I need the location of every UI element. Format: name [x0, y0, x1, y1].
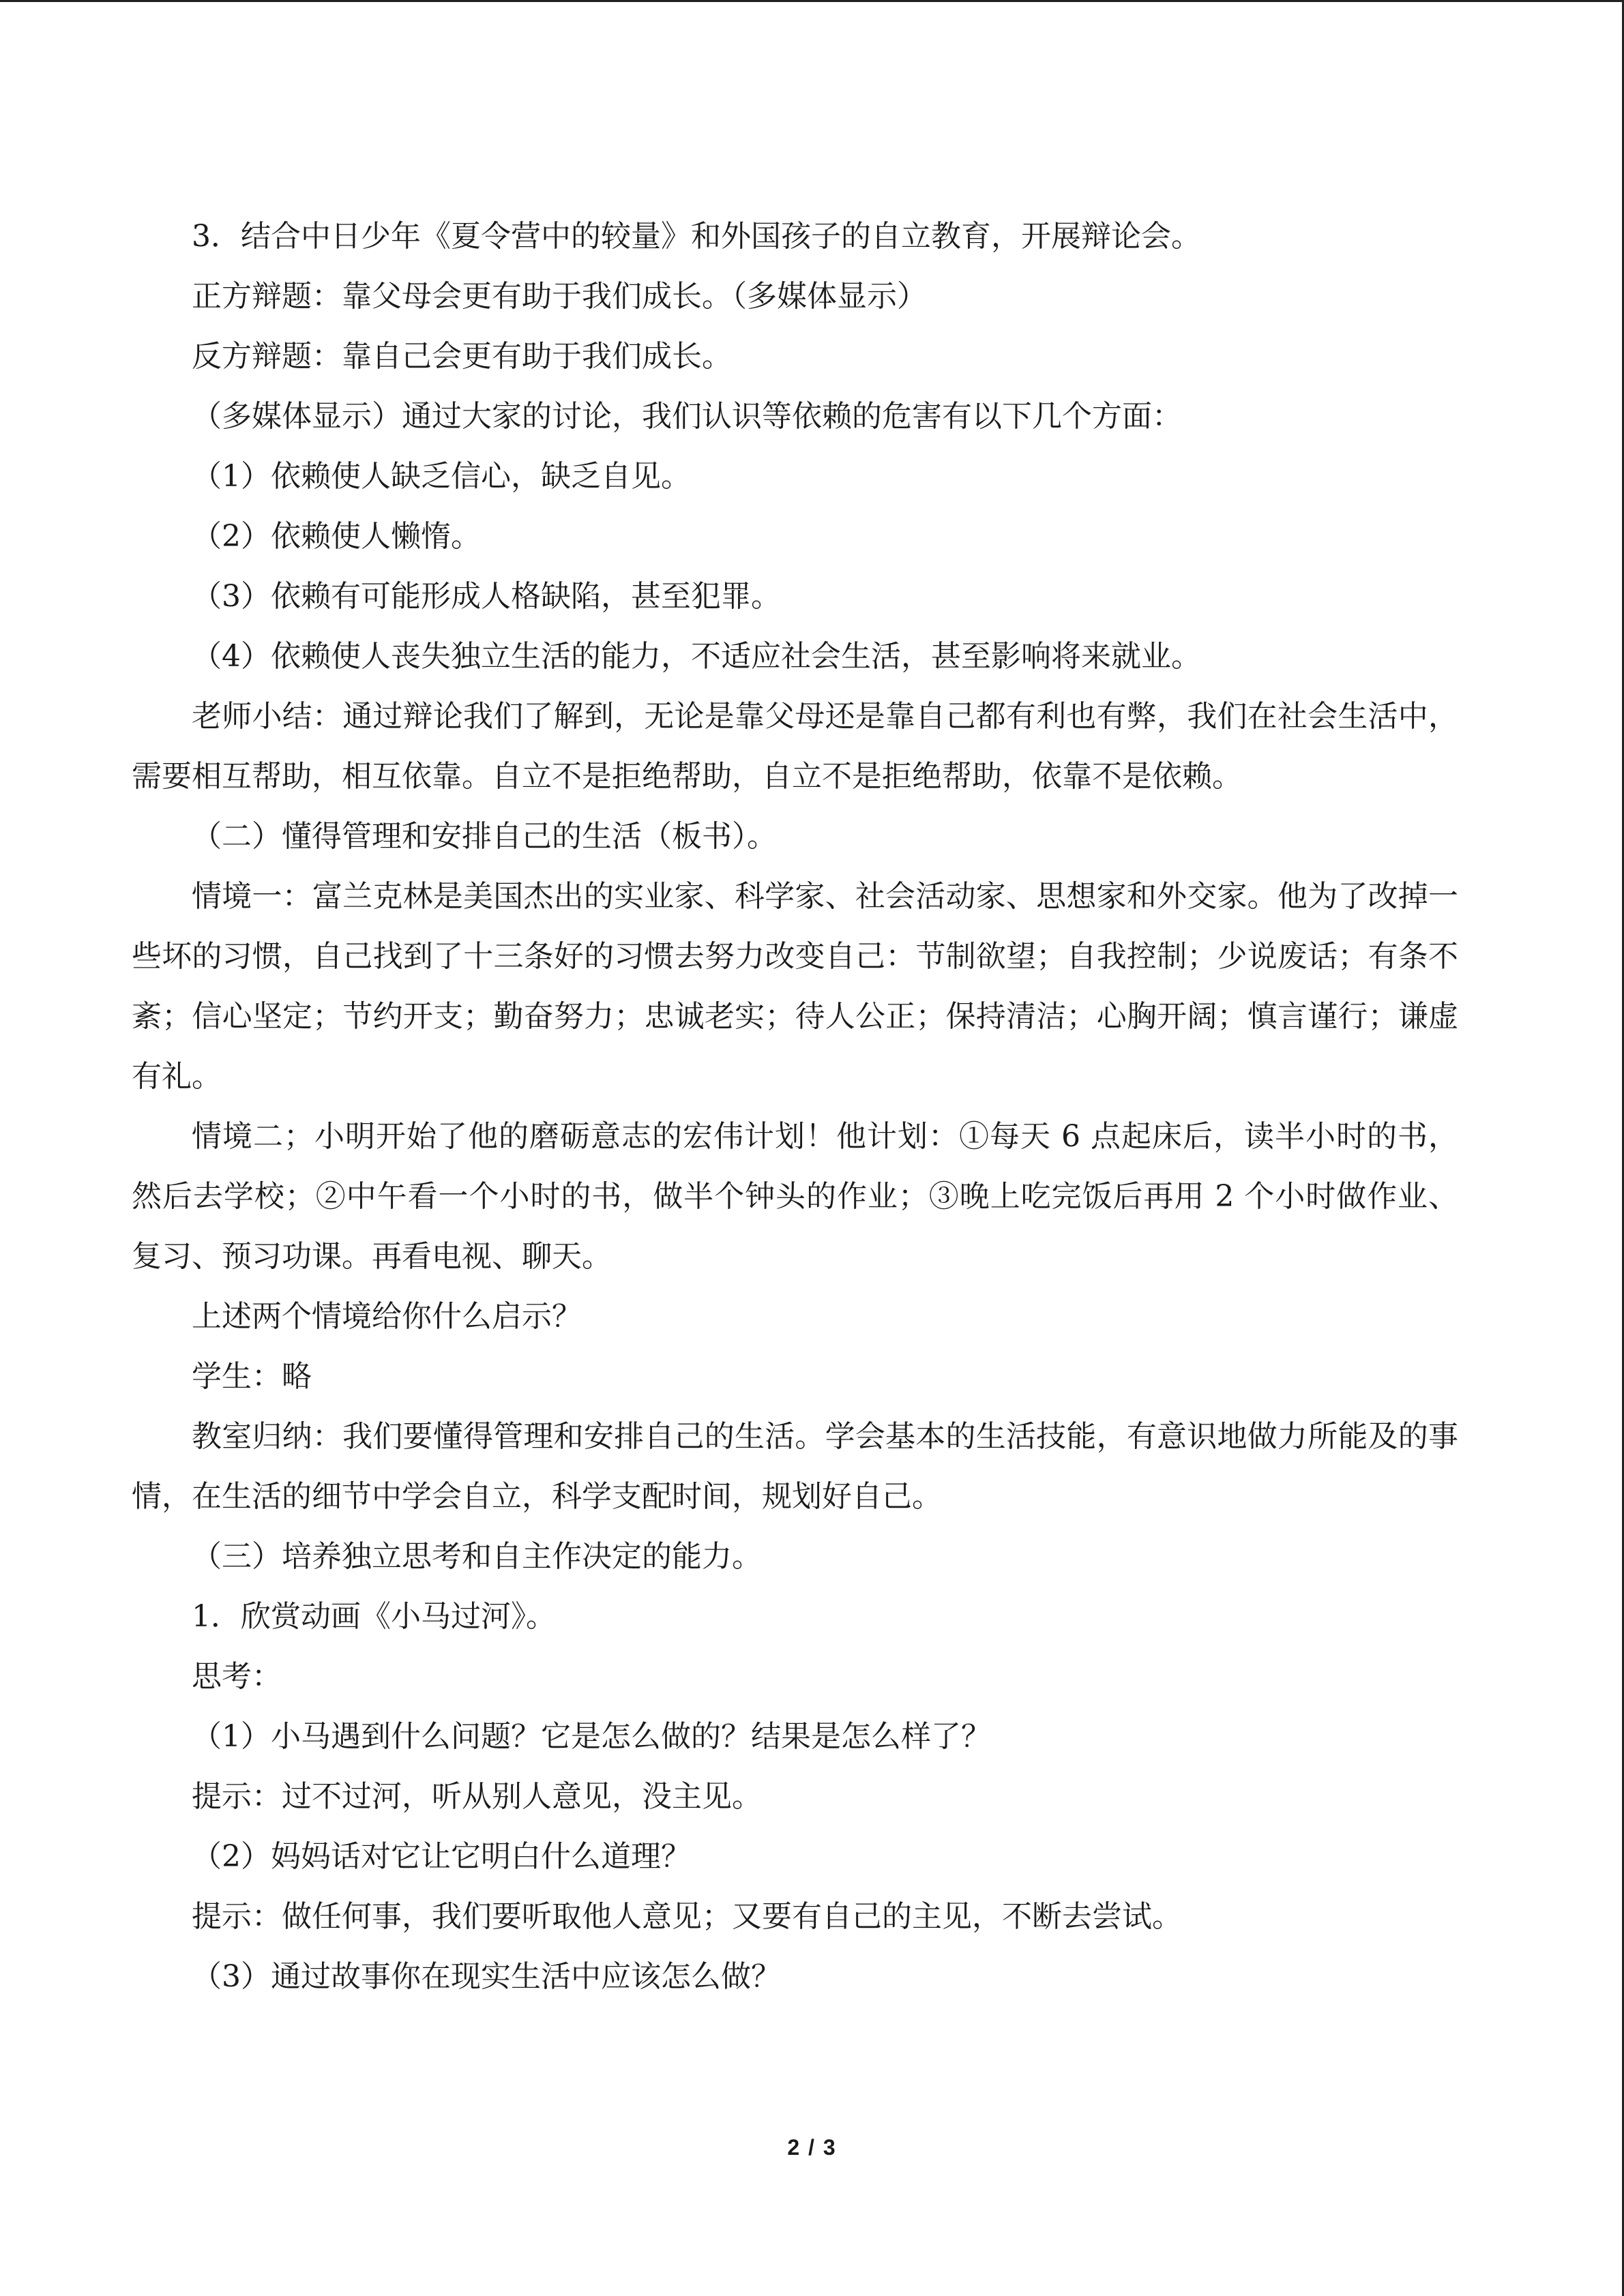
list-item-harm-1: （1）依赖使人缺乏信心，缺乏自见。 — [192, 459, 691, 494]
question-2: （2）妈妈话对它让它明白什么道理？ — [192, 1839, 691, 1874]
paragraph-student-answer: 学生：略 — [192, 1359, 312, 1394]
list-item-harm-2: （2）依赖使人懒惰。 — [192, 519, 481, 554]
hint-2: 提示：做任何事，我们要听取他人意见；又要有自己的主见，不断去尝试。 — [192, 1899, 1182, 1934]
section-heading-manage-life: （二）懂得管理和安排自己的生活（板书）。 — [192, 819, 777, 854]
paragraph-dependence-harms-intro: （多媒体显示）通过大家的讨论，我们认识等依赖的危害有以下几个方面： — [192, 399, 1182, 434]
paragraph-question-inspiration: 上述两个情境给你什么启示？ — [192, 1299, 582, 1334]
paragraph-classroom-conclusion: 教室归纳：我们要懂得管理和安排自己的生活。学会基本的生活技能，有意识地做力所能及的事情，在生活的细节中学会自立，科学支配时间，规划好自己。 — [132, 1419, 1458, 1514]
paragraph-debate-intro: 3．结合中日少年《夏令营中的较量》和外国孩子的自立教育，开展辩论会。 — [192, 219, 1201, 254]
paragraph-scenario-two: 情境二；小明开始了他的磨砺意志的宏伟计划！他计划：①每天 6 点起床后，读半小时的书，然后去学校；②中午看一个小时的书，做半个钟头的作业；③晚上吃完饭后再用 2 个小时做作业、复习、预习功课。再看电视、聊天。 — [132, 1119, 1458, 1274]
paragraph-animation-title: 1．欣赏动画《小马过河》。 — [192, 1599, 556, 1634]
section-heading-independent-thinking: （三）培养独立思考和自主作决定的能力。 — [192, 1539, 762, 1574]
page-number: 2 / 3 — [787, 2135, 837, 2160]
list-item-harm-3: （3）依赖有可能形成人格缺陷，甚至犯罪。 — [192, 579, 781, 614]
question-3: （3）通过故事你在现实生活中应该怎么做？ — [192, 1959, 781, 1994]
hint-1: 提示：过不过河，听从别人意见，没主见。 — [192, 1779, 762, 1814]
paragraph-scenario-one: 情境一：富兰克林是美国杰出的实业家、科学家、社会活动家、思想家和外交家。他为了改掉一些坏的习惯，自己找到了十三条好的习惯去努力改变自己：节制欲望；自我控制；少说废话；有条不紊；信心坚定；节约开支；勤奋努力；忠诚老实；待人公正；保持清洁；心胸开阔；慎言谨行；谦虚有礼。 — [132, 879, 1458, 1094]
document-body — [132, 207, 1458, 2007]
paragraph-affirmative-topic: 正方辩题：靠父母会更有助于我们成长。（多媒体显示） — [192, 279, 927, 314]
paragraph-teacher-summary: 老师小结：通过辩论我们了解到，无论是靠父母还是靠自己都有利也有弊，我们在社会生活中，需要相互帮助，相互依靠。自立不是拒绝帮助，自立不是拒绝帮助，依靠不是依赖。 — [132, 699, 1458, 794]
list-item-harm-4: （4）依赖使人丧失独立生活的能力，不适应社会生活，甚至影响将来就业。 — [192, 639, 1201, 674]
question-1: （1）小马遇到什么问题？它是怎么做的？结果是怎么样了？ — [192, 1719, 991, 1754]
paragraph-think-label: 思考： — [192, 1659, 282, 1694]
paragraph-negative-topic: 反方辩题：靠自己会更有助于我们成长。 — [192, 339, 732, 374]
